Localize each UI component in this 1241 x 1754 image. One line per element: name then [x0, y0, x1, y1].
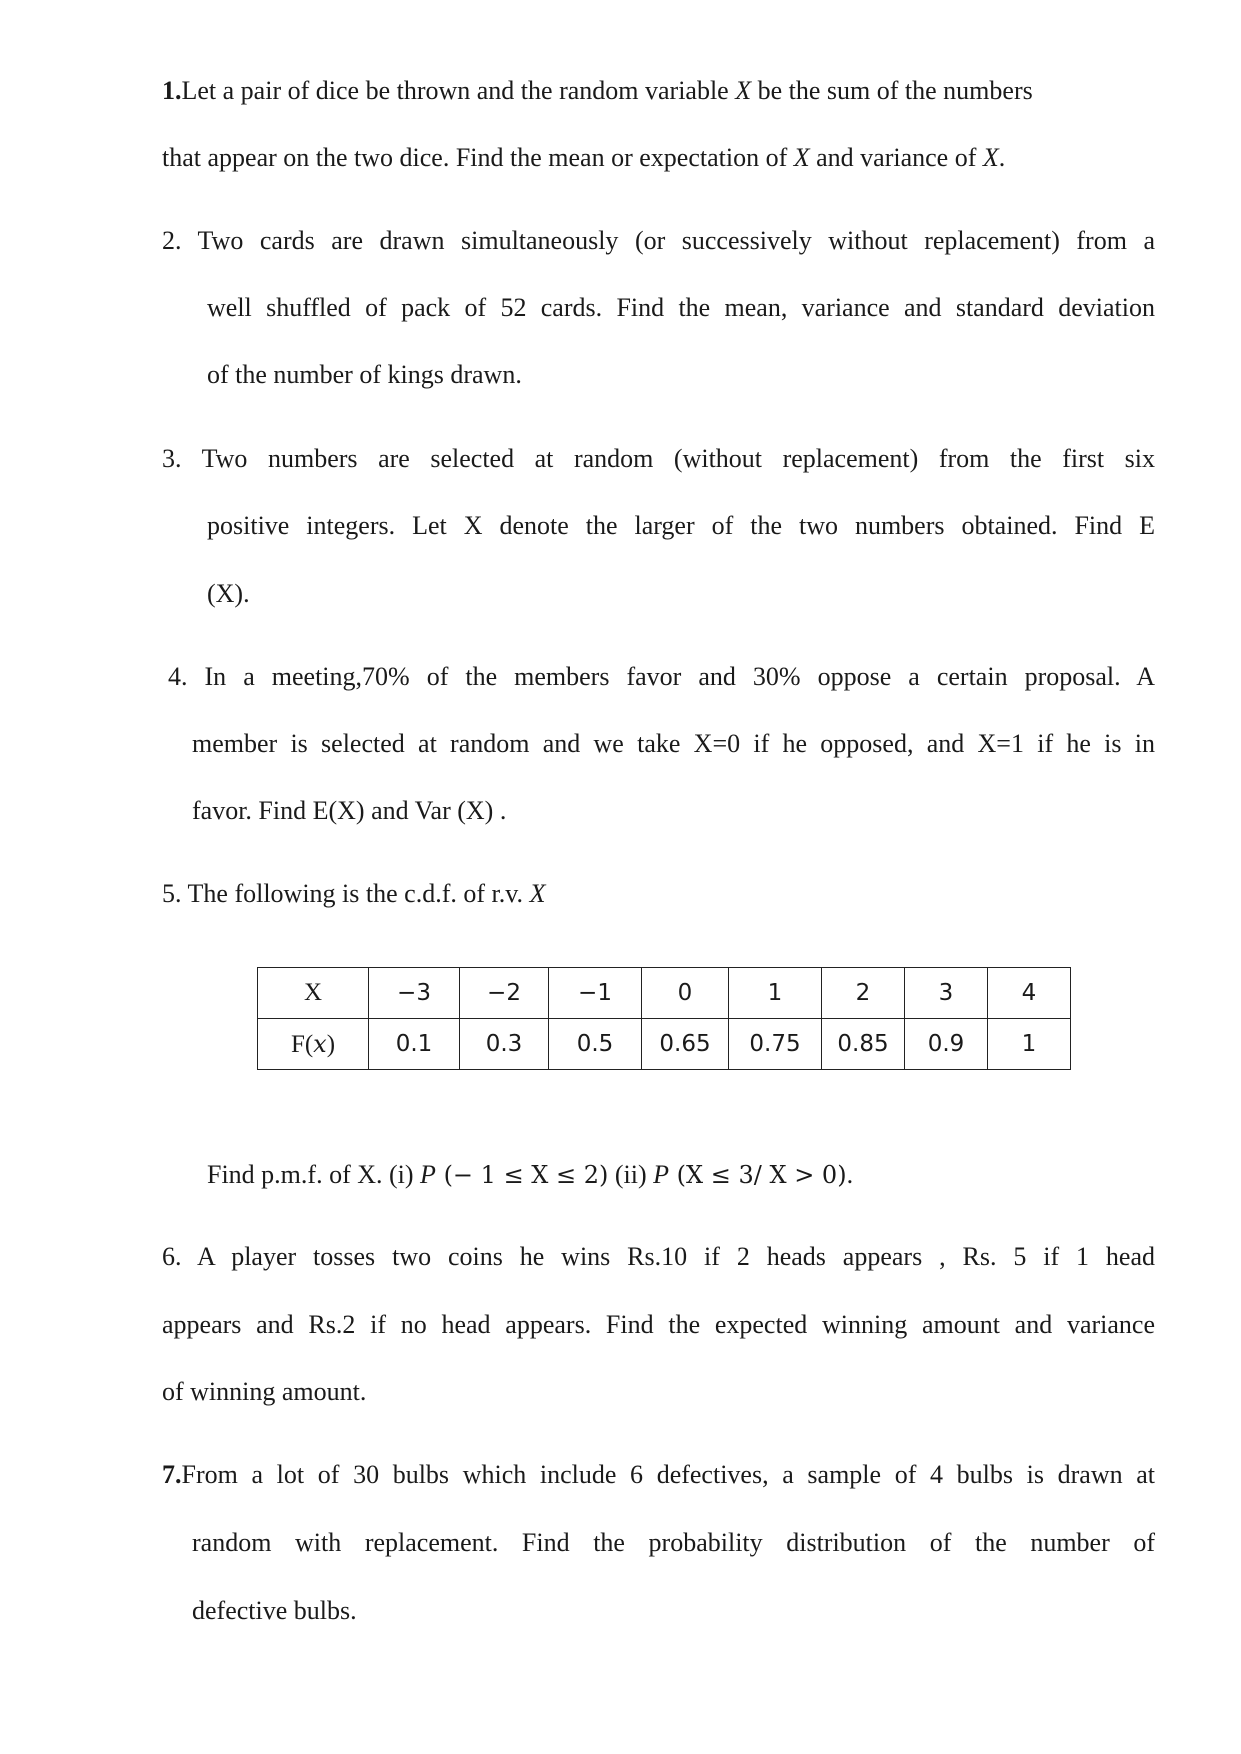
cdf-f-value: 1	[988, 1019, 1071, 1070]
cdf-x-value: −2	[460, 968, 549, 1019]
q3-line-1: 3. Two numbers are selected at random (without replacement) from the first six	[162, 444, 1155, 473]
q4-line-2: member is selected at random and we take X=0 if he opposed, and X=1 if he is in	[192, 729, 1155, 758]
cdf-x-value: 3	[905, 968, 988, 1019]
cdf-f-value: 0.9	[905, 1019, 988, 1070]
cdf-header-f: F(x)	[258, 1019, 369, 1070]
cdf-f-value: 0.5	[549, 1019, 642, 1070]
q7-number: 7.	[162, 1460, 182, 1489]
cdf-x-value: −1	[549, 968, 642, 1019]
cdf-row-x	[258, 968, 1071, 1019]
q3-line-2: positive integers. Let X denote the larger of the two numbers obtained. Find E	[207, 511, 1155, 540]
cdf-x-value: 4	[988, 968, 1071, 1019]
cdf-x-value: −3	[369, 968, 460, 1019]
cdf-row-f	[258, 1019, 1071, 1070]
q2-line-2: well shuffled of pack of 52 cards. Find the mean, variance and standard deviation	[207, 293, 1155, 322]
q5-find: Find p.m.f. of X. (i) P (− 1 ≤ X ≤ 2) (ii) P (X ≤ 3/ X > 0).	[207, 1160, 854, 1189]
cdf-header-x: X	[258, 968, 369, 1019]
q3-line-3: (X).	[207, 579, 250, 608]
q7-line-2: random with replacement. Find the probability distribution of the number of	[192, 1528, 1155, 1557]
cdf-f-value: 0.65	[642, 1019, 729, 1070]
q4-line-3: favor. Find E(X) and Var (X) .	[192, 796, 507, 825]
cdf-f-value: 0.85	[822, 1019, 905, 1070]
q6-line-2: appears and Rs.2 if no head appears. Find the expected winning amount and variance	[162, 1310, 1155, 1339]
q6-line-3: of winning amount.	[162, 1377, 367, 1406]
q6-line-1: 6. A player tosses two coins he wins Rs.10 if 2 heads appears , Rs. 5 if 1 head	[162, 1242, 1155, 1271]
cdf-f-value: 0.1	[369, 1019, 460, 1070]
q1-line-2: that appear on the two dice. Find the mean or expectation of X and variance of X.	[162, 143, 1006, 172]
q4-line-1: 4. In a meeting,70% of the members favor and 30% oppose a certain proposal. A	[168, 662, 1155, 691]
cdf-f-value: 0.75	[729, 1019, 822, 1070]
q1-line-1: 1.Let a pair of dice be thrown and the random variable X be the sum of the numbers	[162, 76, 1033, 105]
q1-number: 1.	[162, 76, 182, 105]
q7-line-1: 7.From a lot of 30 bulbs which include 6 defectives, a sample of 4 bulbs is drawn at	[162, 1460, 1155, 1489]
cdf-x-value: 2	[822, 968, 905, 1019]
q5-intro: 5. The following is the c.d.f. of r.v. X	[162, 879, 546, 908]
cdf-x-value: 1	[729, 968, 822, 1019]
q2-line-1: 2. Two cards are drawn simultaneously (or successively without replacement) from a	[162, 226, 1155, 255]
q2-line-3: of the number of kings drawn.	[207, 360, 522, 389]
cdf-x-value: 0	[642, 968, 729, 1019]
cdf-table	[257, 967, 1071, 1070]
cdf-f-value: 0.3	[460, 1019, 549, 1070]
q7-line-3: defective bulbs.	[192, 1596, 357, 1625]
